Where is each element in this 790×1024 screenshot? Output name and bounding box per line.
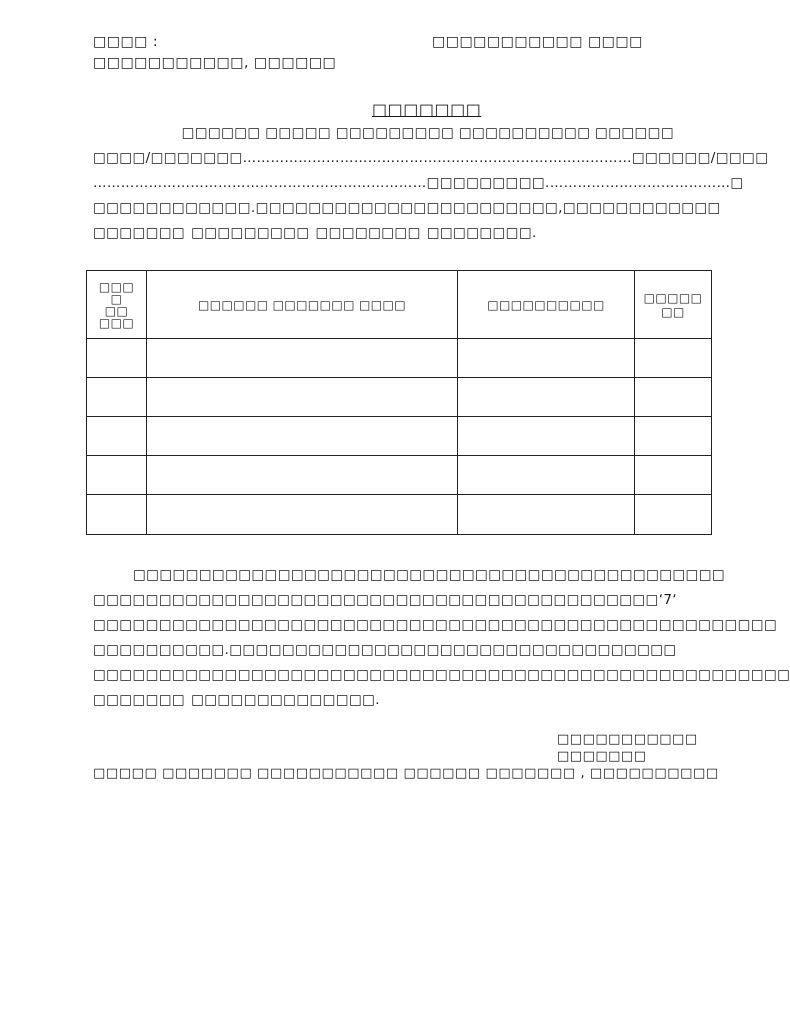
- paragraph-line: [93, 221, 674, 246]
- header-office-subtitle: □□□□□□□□□□□, □□□□□□: [93, 55, 337, 71]
- table-cell: [147, 378, 458, 417]
- paragraph-word: □□□□□□□: [159, 567, 252, 583]
- table-cell: [87, 339, 147, 378]
- table-cell: [147, 495, 458, 535]
- table-cell: [635, 495, 712, 535]
- paragraph-word: □□□□□□ □□□□□ □□□□□□□□□ □□□□□□□□□□ □□□□□□: [181, 125, 674, 141]
- paragraph-word: □□□□□□□□□□: [439, 642, 572, 658]
- staff-table: [86, 270, 712, 535]
- table-cell: [458, 339, 635, 378]
- name-header: □□□□□□ □□□□□□□ □□□□: [147, 271, 458, 339]
- paragraph-word: □□□□: [553, 667, 607, 683]
- table-cell: [635, 378, 712, 417]
- table-cell: [458, 417, 635, 456]
- table-row: [87, 378, 712, 417]
- paragraph-word: □□□□□□□□□: [606, 567, 726, 583]
- table-cell: [458, 495, 635, 535]
- paragraph-word: □: [347, 642, 361, 658]
- paragraph-word: □□□□□□□: [145, 667, 238, 683]
- table-row: [87, 456, 712, 495]
- table-cell: [147, 456, 458, 495]
- paragraph-word: □□□□□□□□□□□□□□.: [191, 692, 380, 708]
- signatory-title: □□□□□□□□□□□: [557, 732, 698, 747]
- document-title: □□□□□□□: [372, 100, 482, 119]
- table-cell: [87, 495, 147, 535]
- paragraph-word: □□□□□□□: [93, 692, 186, 708]
- paragraph-word: □□□□□□: [711, 667, 790, 683]
- paragraph-word: □□□□□□: [641, 200, 721, 216]
- declaration-paragraph: [93, 563, 790, 713]
- paragraph-word: □□: [133, 567, 160, 583]
- paragraph-word: □□□□□□□: [250, 592, 343, 608]
- paragraph-word: □□□□: [571, 642, 624, 658]
- paragraph-word: □□□□: [487, 592, 541, 608]
- paragraph-word: □□□□: [466, 175, 519, 191]
- paragraph-word: □□□□: [171, 617, 225, 633]
- paragraph-line: [93, 613, 778, 638]
- paragraph-word: □: [730, 175, 744, 191]
- paragraph-word: □□□□□□□□□: [191, 225, 310, 241]
- paragraph-word: □□□□/□□□□□□□: [93, 150, 243, 166]
- paragraph-word: □□□□□□: [562, 200, 642, 216]
- paragraph-word: □□□□□□□□□□.: [93, 642, 230, 658]
- signature-header: □□□□□ □□: [635, 271, 712, 339]
- paragraph-word: □□□□□□□: [448, 617, 541, 633]
- paragraph-word: □□□□□: [308, 200, 374, 216]
- designation-header: □□□□□□□□□□: [458, 271, 635, 339]
- paragraph-word: ………………………………………………………………: [93, 175, 427, 191]
- table-cell: [87, 378, 147, 417]
- table-header-row: [87, 271, 712, 339]
- paragraph-word: …………………………………………………………………………□□□□□□/□□□□: [242, 150, 769, 166]
- footer-address: □□□□□ □□□□□□□ □□□□□□□□□□□ □□□□□□ □□□□□□□ , □□□□□□□□□□: [93, 766, 719, 781]
- signatory-office: □□□□□□□: [557, 749, 647, 764]
- paragraph-word: □□□□□□□: [373, 200, 467, 216]
- paragraph-line: [93, 171, 744, 196]
- paragraph-word: □□□□: [540, 592, 593, 608]
- paragraph-word: □□□□□□□: [342, 592, 436, 608]
- paragraph-word: □□□□: [295, 642, 348, 658]
- table-cell: [87, 456, 147, 495]
- paragraph-word: □□□□□□□,: [466, 200, 563, 216]
- paragraph-word: □□□□: [448, 567, 502, 583]
- paragraph-word: □□□□□□□□□□□□: [93, 592, 251, 608]
- paragraph-word: ‘: [672, 592, 678, 608]
- table-cell: [87, 417, 147, 456]
- paragraph-line: [93, 588, 678, 613]
- paragraph-word: □□□: [426, 175, 467, 191]
- paragraph-word: □□□□□: [592, 592, 659, 608]
- paragraph-word: □□□□□□□□□□□: [224, 617, 370, 633]
- paragraph-word: □□□□□□: [93, 617, 172, 633]
- paragraph-word: □□□□□□□□: [251, 567, 357, 583]
- paragraph-word: …………………………………: [549, 175, 731, 191]
- paragraph-word: □□□□: [623, 642, 677, 658]
- table-cell: [147, 417, 458, 456]
- paragraph-word: □□□□□□□□: [501, 567, 607, 583]
- table-cell: [635, 456, 712, 495]
- paragraph-line: [93, 146, 769, 171]
- table-row: [87, 339, 712, 378]
- paragraph-word: □□□□□□□□: [606, 667, 712, 683]
- paragraph-word: □□□□□□□□□: [237, 667, 357, 683]
- paragraph-word: ‘: [658, 592, 664, 608]
- table-row: [87, 417, 712, 456]
- paragraph-word: □□□□□□□□: [315, 225, 421, 241]
- paragraph-line: [93, 663, 790, 688]
- paragraph-line: [93, 563, 726, 588]
- paragraph-word: □□□□□□□□.: [426, 225, 537, 241]
- intro-paragraph: [93, 121, 769, 246]
- paragraph-word: □□□□: [93, 667, 146, 683]
- serial-number-header: □□□ □ □□ □□□: [87, 271, 147, 339]
- paragraph-line: [93, 638, 677, 663]
- header-office-title: □□□□□□□□□□□ □□□□: [432, 34, 643, 50]
- paragraph-word: □□□□□□□□□□□□□□□□□□: [540, 617, 778, 633]
- paragraph-word: □□□□□□□□: [356, 667, 462, 683]
- paragraph-line: [93, 196, 721, 221]
- paragraph-word: □□□□□: [229, 642, 296, 658]
- paragraph-word: □□.: [518, 175, 550, 191]
- paragraph-word: □□□□□□: [360, 642, 440, 658]
- paragraph-word: □□□□□□□□□□□□.: [93, 200, 256, 216]
- paragraph-word: □□□□□□: [369, 617, 449, 633]
- paragraph-word: □□□□□□□: [93, 225, 186, 241]
- table-cell: [635, 417, 712, 456]
- paragraph-word: □□□□: [255, 200, 309, 216]
- header-date-label: □□□□ :: [93, 34, 159, 50]
- table-cell: [635, 339, 712, 378]
- table-cell: [458, 378, 635, 417]
- table-cell: [458, 456, 635, 495]
- paragraph-word: □□□□: [435, 592, 488, 608]
- paragraph-line: [93, 688, 674, 713]
- table-cell: [147, 339, 458, 378]
- paragraph-word: □□□□□□□: [356, 567, 449, 583]
- paragraph-word: □□□□□□□: [461, 667, 554, 683]
- paragraph-line: [93, 121, 674, 146]
- table-row: [87, 495, 712, 535]
- paragraph-word: 7: [663, 592, 673, 608]
